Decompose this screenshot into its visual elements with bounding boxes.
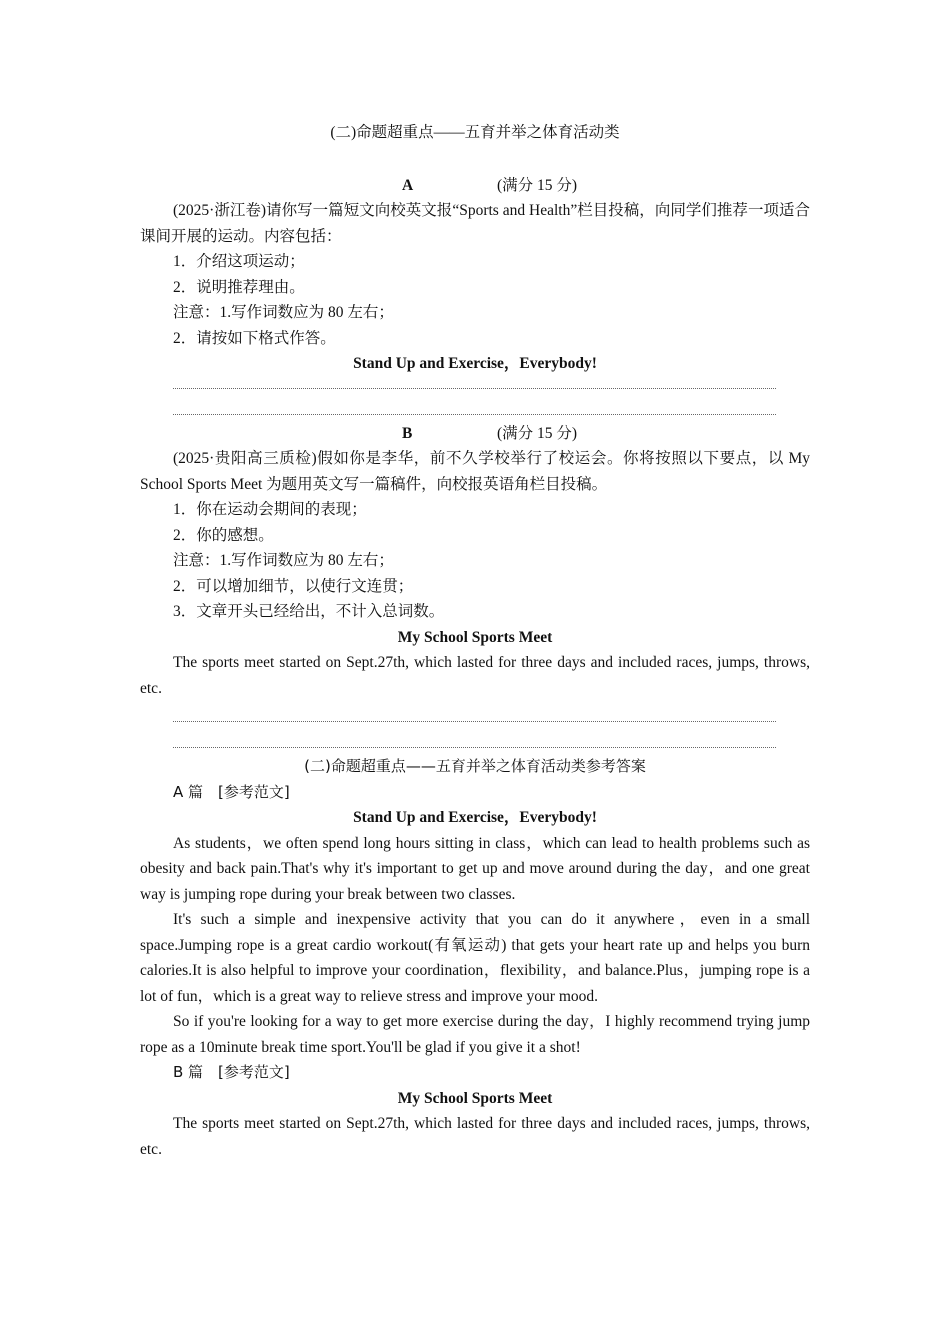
section-a-note: 2．请按如下格式作答。 [173, 329, 336, 347]
section-a-essay-title: Stand Up and Exercise，Everybody! [353, 355, 597, 372]
section-a-letter: A [402, 176, 414, 194]
section-a-note: 注意：1.写作词数应为 80 左右； [173, 304, 394, 321]
section-b-note: 2．可以增加细节，以使行文连贯； [173, 577, 414, 595]
answer-line [173, 388, 776, 390]
section-b-score: (满分 15 分) [497, 424, 578, 442]
answers-title: (二)命题超重点——五育并举之体育活动类参考答案 [304, 757, 646, 775]
section-b-item: 1．你在运动会期间的表现； [173, 501, 367, 518]
section-b-note: 注意：1.写作词数应为 80 左右； [173, 552, 394, 569]
section-b-item: 2．你的感想。 [173, 526, 274, 544]
page-title: (二)命题超重点——五育并举之体育活动类 [330, 124, 620, 141]
section-b-letter: B [402, 424, 413, 442]
answer-b-paragraph: The sports meet started on Sept.27th, which lasted for three days and included races, jumps, throws, etc. [140, 1115, 810, 1158]
section-a-prompt: (2025·浙江卷)请你写一篇短文向校英文报“Sports and Health”栏目投稿，向同学们推荐一项适合课间开展的运动。内容包括： [140, 202, 810, 245]
section-b-note: 3．文章开头已经给出，不计入总词数。 [173, 603, 445, 620]
section-a-header [140, 173, 810, 199]
section-a-score: (满分 15 分) [497, 176, 578, 194]
section-a-item: 2．说明推荐理由。 [173, 278, 305, 296]
answer-a-paragraph: As students，we often spend long hours sitting in class，which can lead to health problems such as obesity and back pain.That's why it's important to get up and move around during the day，and one great way is jumping rope during your break between two classes. [140, 834, 810, 903]
answer-line [173, 721, 776, 723]
answer-a-paragraph: It's such a simple and inexpensive activity that you can do it anywhere，even in a small space.Jumping rope is a great cardio workout(有氧运动) that gets your heart rate up and helps you burn calories.It is also helpful to improve your coordination，flexibility，and balance.Plus，jumping rope is a lot of fun，which is a great way to relieve stress and improve your mood. [140, 911, 810, 1005]
answer-line [173, 414, 776, 416]
answer-a-paragraph: So if you're looking for a way to get more exercise during the day，I highly recommend trying jump rope as a 10minute break time sport.You'll be glad if you give it a shot! [140, 1013, 810, 1056]
answer-line [173, 747, 776, 749]
answer-b-title: My School Sports Meet [397, 1089, 553, 1107]
section-b-essay-title: My School Sports Meet [397, 628, 553, 646]
section-b-header [140, 421, 810, 447]
document-page [140, 120, 810, 1162]
section-b-prompt: (2025·贵阳高三质检)假如你是李华，前不久学校举行了校运会。你将按照以下要点，以 My School Sports Meet 为题用英文写一篇稿件，向校报英语角栏目投稿。 [140, 450, 810, 493]
answer-a-label: A 篇 [参考范文] [173, 782, 290, 801]
answer-a-title: Stand Up and Exercise，Everybody! [353, 809, 597, 826]
answer-b-label: B 篇 [参考范文] [173, 1063, 290, 1081]
section-b-opening: The sports meet started on Sept.27th, which lasted for three days and included races, jumps, throws, etc. [140, 654, 810, 697]
section-a-item: 1．介绍这项运动； [173, 253, 305, 270]
